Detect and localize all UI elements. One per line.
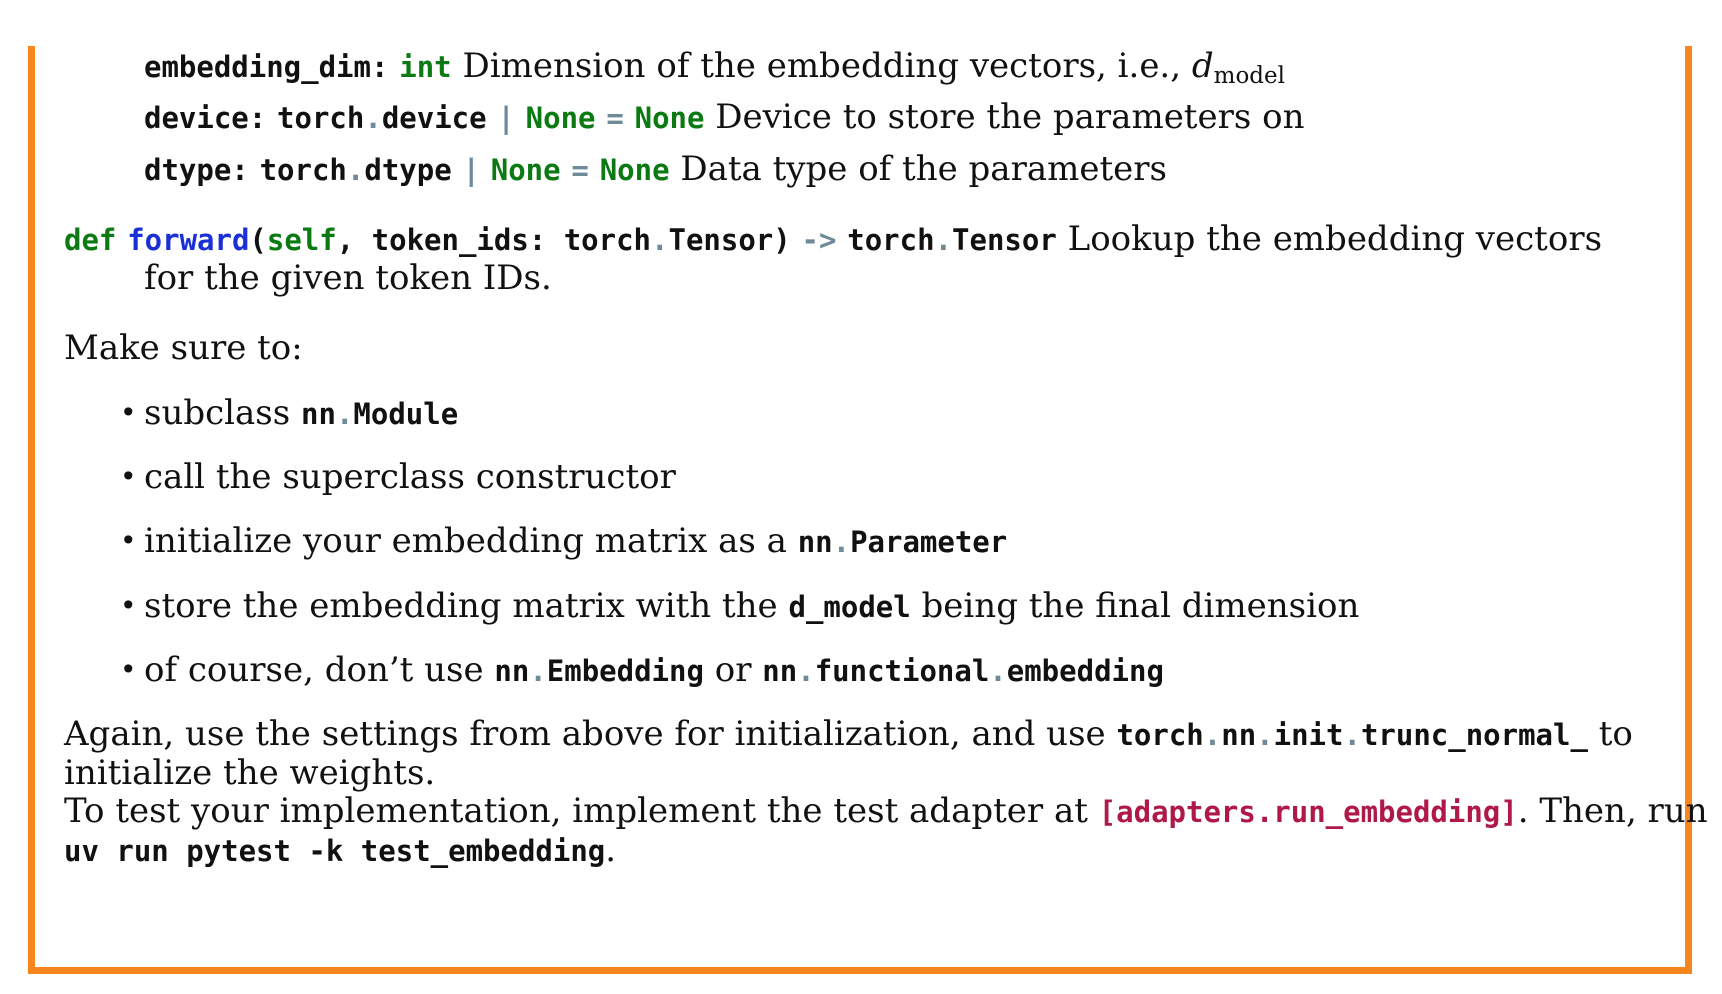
bullet-marker: • (120, 460, 137, 493)
forward-desc-cont: for the given token IDs. (144, 258, 552, 298)
type-mod: torch (277, 101, 365, 135)
list-item: initialize your embedding matrix as a nn.Parameter (144, 521, 1008, 561)
adapter-link[interactable]: [adapters.run_embedding] (1098, 795, 1518, 829)
math-var: d (1191, 46, 1214, 86)
type-attr: device (381, 101, 487, 135)
param-desc: Dimension of the embedding vectors, i.e., (462, 46, 1182, 86)
param-dtype: dtype: torch.dtype | None = None Data type of the parameters (144, 149, 1167, 189)
forward-desc: Lookup the embedding vectors (1067, 219, 1603, 259)
test-command: uv run pytest -k test_embedding. (64, 830, 617, 870)
bullet-marker: • (120, 524, 137, 557)
bullet-marker: • (120, 653, 137, 686)
type-attr: dtype (364, 153, 452, 187)
function-name: forward (127, 223, 250, 257)
param-embedding-dim (144, 46, 1285, 87)
type-mod: torch (259, 153, 347, 187)
bullet-marker: • (120, 396, 137, 429)
pytest-command: uv run pytest -k test_embedding (64, 834, 606, 868)
again-paragraph: Again, use the settings from above for initialization, and use torch.nn.init.trunc_normal_ to (64, 714, 1633, 754)
param-name: dtype: (144, 153, 249, 187)
param-desc: Device to store the parameters on (715, 97, 1305, 137)
bullet-marker: • (120, 589, 137, 622)
list-item: of course, don’t use nn.Embedding or nn.functional.embedding (144, 650, 1164, 690)
param-type: int (399, 50, 452, 84)
list-item: subclass nn.Module (144, 393, 459, 433)
list-item: call the superclass constructor (144, 457, 676, 497)
forward-signature: def forward(self, token_ids: torch.Tensor) -> torch.Tensor Lookup the embedding vectors (64, 219, 1603, 259)
param-name: device: (144, 101, 267, 135)
param-desc: Data type of the parameters (680, 149, 1167, 189)
make-sure-heading: Make sure to: (64, 328, 303, 368)
param-name: embedding_dim: (144, 50, 389, 84)
test-paragraph: To test your implementation, implement the test adapter at [adapters.run_embedding]. Then, run (64, 791, 1708, 831)
again-paragraph-cont: initialize the weights. (64, 753, 436, 793)
list-item: store the embedding matrix with the d_model being the final dimension (144, 586, 1360, 626)
param-device: device: torch.device | None = None Device to store the parameters on (144, 97, 1305, 137)
math-sub: model (1213, 63, 1285, 89)
